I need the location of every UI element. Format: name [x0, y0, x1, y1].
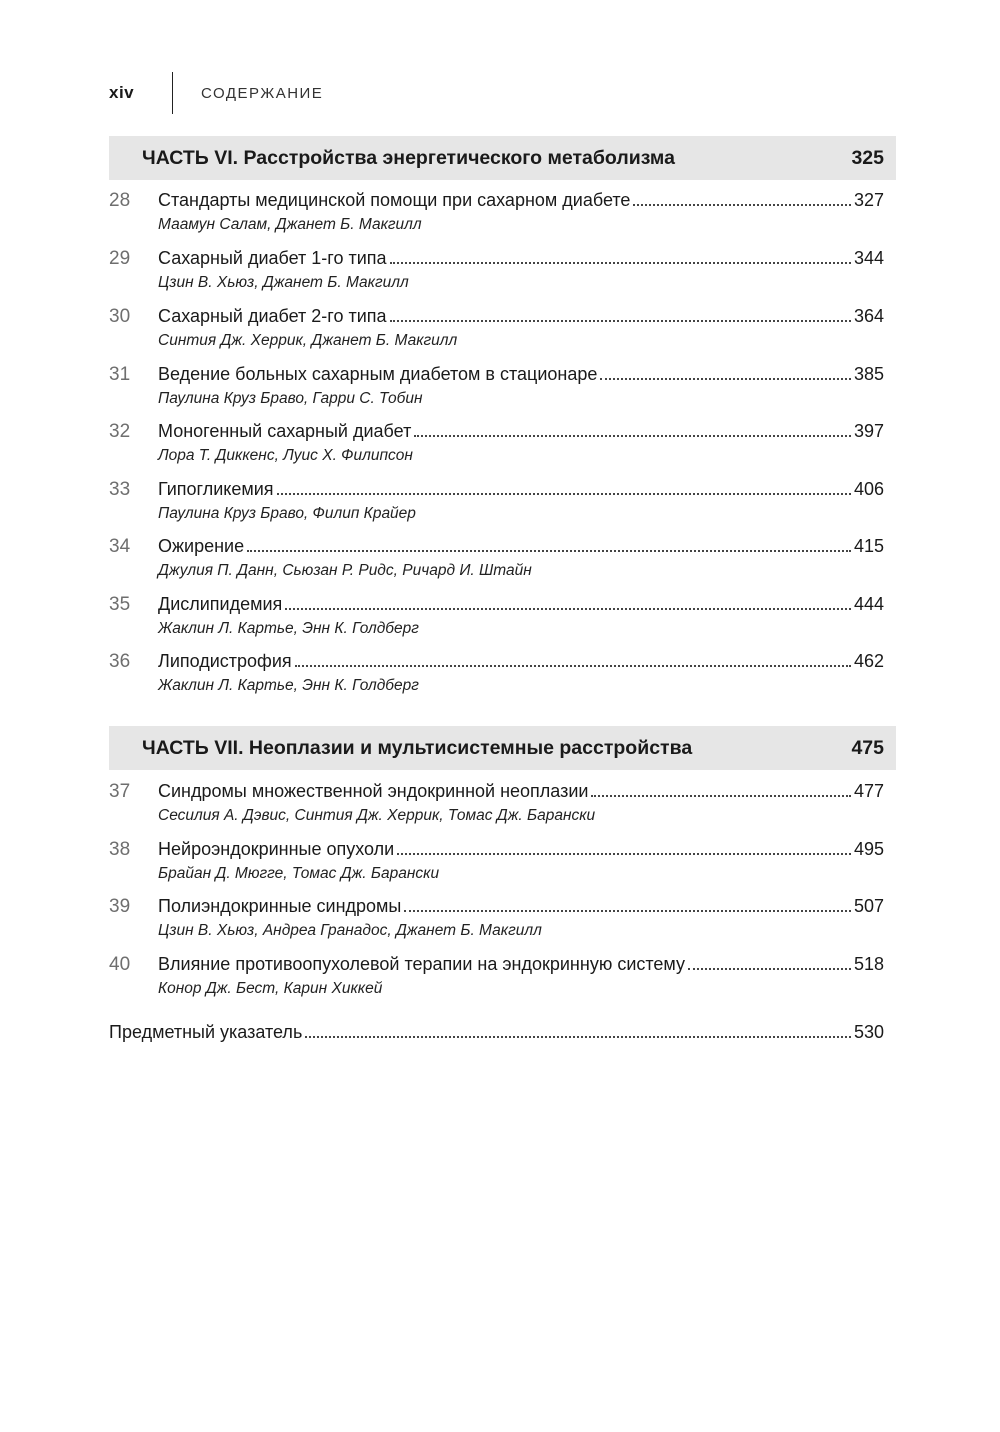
- chapter-title: Влияние противоопухолевой терапии на эндокринную систему: [158, 954, 686, 974]
- part-7-page: 475: [851, 736, 884, 759]
- toc-entry-29[interactable]: [109, 248, 884, 292]
- dot-leader: [390, 320, 851, 322]
- chapter-title: Гипогликемия: [158, 479, 274, 499]
- chapter-number: 39: [109, 896, 131, 917]
- dot-leader: [277, 493, 851, 495]
- chapter-authors: Цзин В. Хьюз, Андреа Гранадос, Джанет Б. Макгилл: [158, 922, 542, 939]
- chapter-authors: Паулина Круз Браво, Гарри С. Тобин: [158, 390, 423, 407]
- dot-leader: [688, 968, 851, 970]
- chapter-page: 385: [853, 364, 884, 384]
- dot-leader: [633, 204, 851, 206]
- dot-leader: [404, 910, 851, 912]
- chapter-authors: Паулина Круз Браво, Филип Крайер: [158, 505, 416, 522]
- header-divider: [172, 72, 173, 114]
- chapter-number: 38: [109, 839, 131, 860]
- chapter-page: 364: [853, 306, 884, 326]
- toc-entry-39[interactable]: [109, 896, 884, 940]
- chapter-authors: Сесилия А. Дэвис, Синтия Дж. Херрик, Томас Дж. Барански: [158, 807, 596, 824]
- chapter-number: 29: [109, 248, 131, 269]
- chapter-title: Нейроэндокринные опухоли: [158, 839, 395, 859]
- dot-leader: [591, 795, 850, 797]
- chapter-number: 40: [109, 954, 131, 975]
- chapter-title: Липодистрофия: [158, 651, 292, 671]
- toc-entry-32[interactable]: [109, 421, 884, 465]
- chapter-page: 495: [853, 839, 884, 859]
- part-7-heading[interactable]: [109, 726, 896, 770]
- chapter-number: 28: [109, 190, 131, 211]
- chapter-page: 415: [853, 536, 884, 556]
- dot-leader: [295, 665, 851, 667]
- chapter-title: Сахарный диабет 1-го типа: [158, 248, 387, 268]
- chapter-number: 33: [109, 479, 131, 500]
- toc-entry-30[interactable]: [109, 306, 884, 350]
- toc-entry-28[interactable]: [109, 190, 884, 234]
- part-6-title: ЧАСТЬ VI. Расстройства энергетического метаболизма: [142, 146, 675, 169]
- chapter-title: Ведение больных сахарным диабетом в стационаре: [158, 364, 598, 384]
- chapter-number: 31: [109, 364, 131, 385]
- chapter-number: 36: [109, 651, 131, 672]
- chapter-title: Стандарты медицинской помощи при сахарном диабете: [158, 190, 631, 210]
- chapter-title: Полиэндокринные синдромы: [158, 896, 402, 916]
- running-header-title: СОДЕРЖАНИЕ: [201, 85, 324, 102]
- chapter-authors: Жаклин Л. Картье, Энн К. Голдберг: [158, 677, 419, 694]
- chapter-title: Ожирение: [158, 536, 245, 556]
- chapter-authors: Джулия П. Данн, Сьюзан Р. Ридс, Ричард И. Штайн: [158, 562, 532, 579]
- chapter-title: Синдромы множественной эндокринной неоплазии: [158, 781, 589, 801]
- chapter-page: 518: [853, 954, 884, 974]
- index-page: 530: [853, 1022, 884, 1042]
- chapter-page: 444: [853, 594, 884, 614]
- chapter-authors: Маамун Салам, Джанет Б. Макгилл: [158, 216, 422, 233]
- chapter-authors: Цзин В. Хьюз, Джанет Б. Макгилл: [158, 274, 409, 291]
- part-6-heading[interactable]: [109, 136, 896, 180]
- part-6-page: 325: [851, 146, 884, 169]
- chapter-number: 35: [109, 594, 131, 615]
- part-7-title: ЧАСТЬ VII. Неоплазии и мультисистемные расстройства: [142, 736, 693, 759]
- chapter-page: 397: [853, 421, 884, 441]
- chapter-authors: Конор Дж. Бест, Карин Хиккей: [158, 980, 383, 997]
- chapter-page: 507: [853, 896, 884, 916]
- page-number: xiv: [109, 83, 135, 102]
- chapter-page: 344: [853, 248, 884, 268]
- dot-leader: [390, 262, 851, 264]
- toc-entry-34[interactable]: [109, 536, 884, 580]
- toc-entry-35[interactable]: [109, 594, 884, 638]
- chapter-title: Моногенный сахарный диабет: [158, 421, 412, 441]
- chapter-authors: Жаклин Л. Картье, Энн К. Голдберг: [158, 620, 419, 637]
- dot-leader: [600, 378, 851, 380]
- chapter-authors: Лора Т. Диккенс, Луис Х. Филипсон: [158, 447, 413, 464]
- index-title: Предметный указатель: [109, 1022, 303, 1042]
- chapter-number: 32: [109, 421, 131, 442]
- dot-leader: [305, 1036, 851, 1038]
- chapter-page: 406: [853, 479, 884, 499]
- chapter-page: 477: [853, 781, 884, 801]
- chapter-number: 34: [109, 536, 131, 557]
- dot-leader: [285, 608, 851, 610]
- chapter-page: 327: [853, 190, 884, 210]
- dot-leader: [397, 853, 851, 855]
- toc-entry-index[interactable]: [109, 1022, 884, 1046]
- chapter-page: 462: [853, 651, 884, 671]
- toc-entry-40[interactable]: [109, 954, 884, 998]
- dot-leader: [414, 435, 851, 437]
- chapter-title: Дислипидемия: [158, 594, 283, 614]
- chapter-title: Сахарный диабет 2-го типа: [158, 306, 387, 326]
- toc-entry-36[interactable]: [109, 651, 884, 695]
- toc-entry-38[interactable]: [109, 839, 884, 883]
- chapter-authors: Синтия Дж. Херрик, Джанет Б. Макгилл: [158, 332, 458, 349]
- chapter-authors: Брайан Д. Мюгге, Томас Дж. Барански: [158, 865, 440, 882]
- chapter-number: 37: [109, 781, 131, 802]
- chapter-number: 30: [109, 306, 131, 327]
- toc-entry-31[interactable]: [109, 364, 884, 408]
- toc-entry-33[interactable]: [109, 479, 884, 523]
- dot-leader: [247, 550, 851, 552]
- toc-entry-37[interactable]: [109, 781, 884, 825]
